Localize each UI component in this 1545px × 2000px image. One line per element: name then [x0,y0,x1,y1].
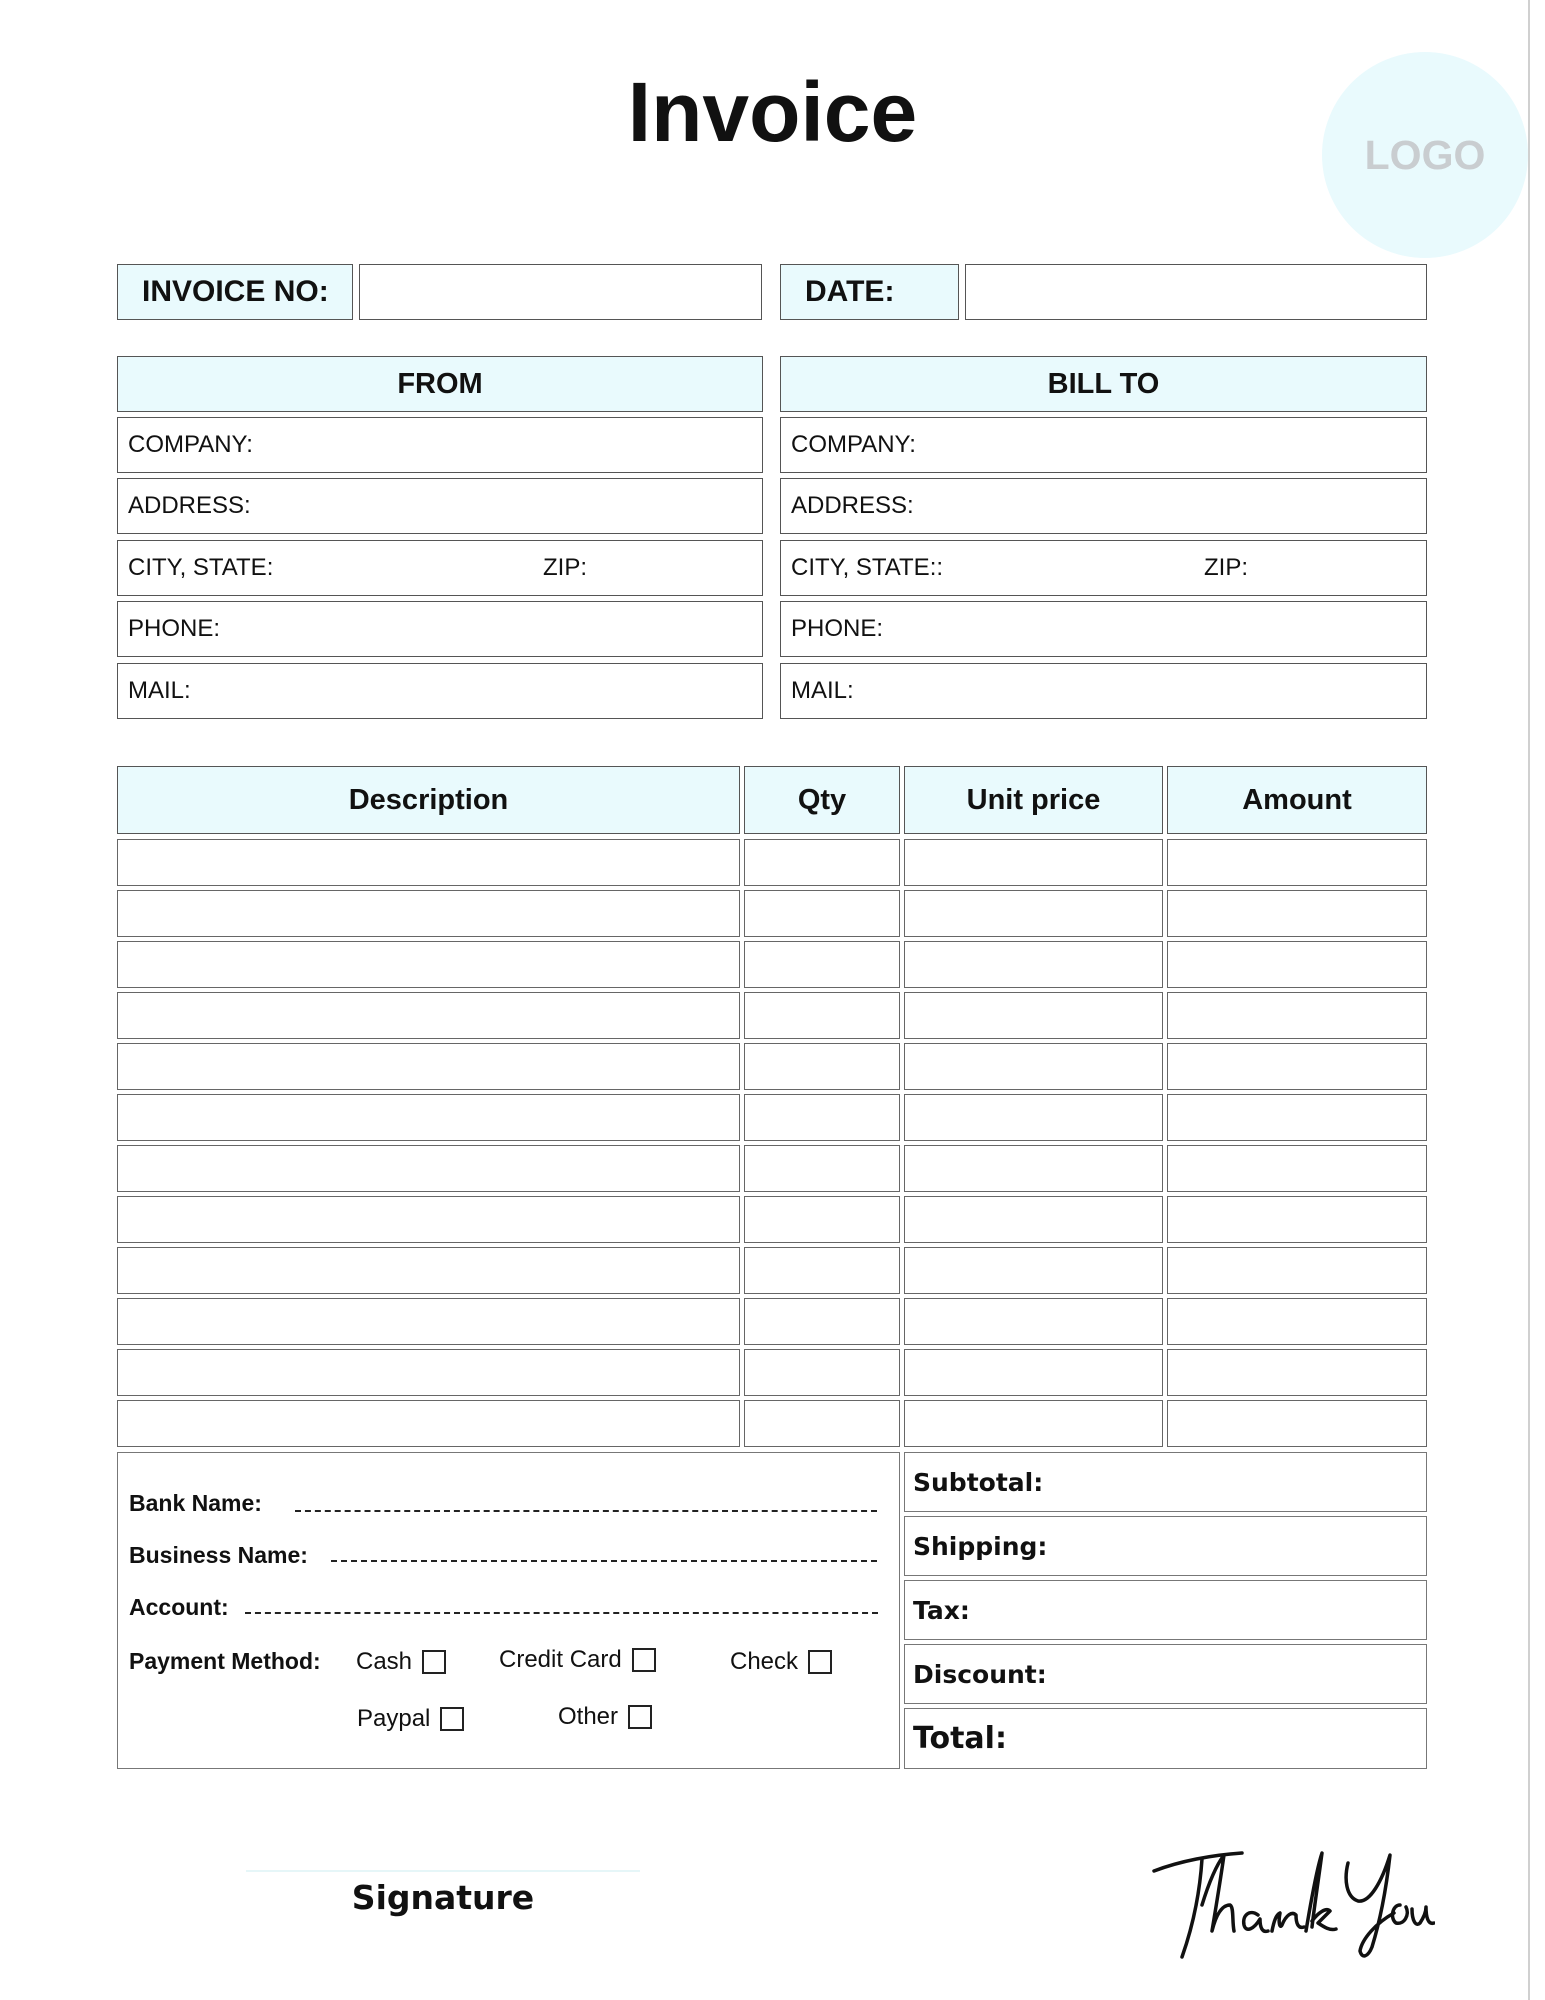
item-cell-unit-price[interactable] [904,1400,1163,1447]
account-label: Account: [129,1594,229,1620]
subtotal-label: Subtotal: [913,1467,1044,1497]
item-cell-unit-price[interactable] [904,941,1163,988]
item-cell-description[interactable] [117,1094,740,1141]
item-cell-description[interactable] [117,1196,740,1243]
item-cell-qty[interactable] [744,1247,900,1294]
item-cell-description[interactable] [117,890,740,937]
item-cell-amount[interactable] [1167,941,1427,988]
item-cell-amount[interactable] [1167,1349,1427,1396]
paypal-label: Paypal [357,1705,431,1732]
item-cell-description[interactable] [117,1247,740,1294]
payment-option-check[interactable] [730,1648,832,1676]
bank-name-line[interactable] [295,1510,877,1512]
cash-label: Cash [356,1648,413,1675]
item-cell-qty[interactable] [744,890,900,937]
bill-to-zip-label: ZIP: [1204,554,1249,581]
item-cell-qty[interactable] [744,1298,900,1345]
item-cell-unit-price[interactable] [904,839,1163,886]
total-label: Total: [913,1721,1007,1756]
item-cell-qty[interactable] [744,1145,900,1192]
date-label: DATE: [780,264,959,320]
thank-you-script [1150,1835,1435,1965]
discount-label: Discount: [913,1659,1047,1689]
item-cell-qty[interactable] [744,1043,900,1090]
item-cell-qty[interactable] [744,992,900,1039]
signature-label: Signature [351,1878,535,1917]
bill-to-company-label: COMPANY: [791,431,916,458]
bill-to-phone-label: PHONE: [791,615,884,642]
item-cell-amount[interactable] [1167,1043,1427,1090]
other-label: Other [558,1703,619,1730]
item-cell-amount[interactable] [1167,1145,1427,1192]
payment-option-other[interactable] [558,1703,652,1731]
date-field[interactable] [965,264,1427,320]
from-address-label: ADDRESS: [128,492,251,519]
from-mail-field[interactable] [117,663,763,719]
shipping-label: Shipping: [913,1531,1048,1561]
account-line[interactable] [245,1612,878,1614]
item-cell-unit-price[interactable] [904,992,1163,1039]
business-name-line[interactable] [331,1560,877,1562]
page-edge [1528,0,1530,2000]
item-cell-unit-price[interactable] [904,1043,1163,1090]
total-field[interactable] [904,1708,1427,1769]
item-cell-qty[interactable] [744,1196,900,1243]
column-header-description: Description [117,766,740,834]
item-cell-description[interactable] [117,1349,740,1396]
credit-card-label: Credit Card [499,1646,622,1673]
tax-field[interactable] [904,1580,1427,1640]
item-cell-amount[interactable] [1167,839,1427,886]
item-cell-qty[interactable] [744,1094,900,1141]
bank-name-label: Bank Name: [129,1490,262,1516]
from-header: FROM [117,356,763,412]
bill-to-address-label: ADDRESS: [791,492,914,519]
item-cell-description[interactable] [117,1298,740,1345]
item-cell-unit-price[interactable] [904,1298,1163,1345]
item-cell-description[interactable] [117,992,740,1039]
item-cell-unit-price[interactable] [904,890,1163,937]
item-cell-amount[interactable] [1167,890,1427,937]
payment-option-paypal[interactable] [357,1705,464,1733]
from-phone-label: PHONE: [128,615,221,642]
item-cell-qty[interactable] [744,941,900,988]
check-label: Check [730,1648,799,1675]
item-cell-unit-price[interactable] [904,1094,1163,1141]
payment-option-credit-card[interactable] [499,1646,656,1674]
item-cell-description[interactable] [117,839,740,886]
subtotal-field[interactable] [904,1452,1427,1512]
from-city-state-field[interactable] [117,540,763,596]
column-header-unit-price: Unit price [904,766,1163,834]
bill-to-mail-field[interactable] [780,663,1427,719]
from-company-field[interactable] [117,417,763,473]
item-cell-unit-price[interactable] [904,1196,1163,1243]
from-phone-field[interactable] [117,601,763,657]
bill-to-city-state-field[interactable] [780,540,1427,596]
credit-card-checkbox[interactable] [632,1648,656,1672]
check-checkbox[interactable] [808,1650,832,1674]
payment-option-cash[interactable] [356,1648,446,1676]
item-cell-amount[interactable] [1167,1400,1427,1447]
invoice-title: Invoice [627,65,918,159]
invoice-no-label: INVOICE NO: [117,264,353,320]
bill-to-phone-field[interactable] [780,601,1427,657]
shipping-field[interactable] [904,1516,1427,1576]
other-checkbox[interactable] [628,1705,652,1729]
bill-to-header: BILL TO [780,356,1427,412]
bill-to-company-field[interactable] [780,417,1427,473]
item-cell-description[interactable] [117,941,740,988]
paypal-checkbox[interactable] [440,1707,464,1731]
logo-placeholder: LOGO [1322,52,1528,258]
item-cell-amount[interactable] [1167,1196,1427,1243]
cash-checkbox[interactable] [422,1650,446,1674]
item-cell-amount[interactable] [1167,992,1427,1039]
tax-label: Tax: [913,1595,970,1625]
from-mail-label: MAIL: [128,677,191,704]
bill-to-address-field[interactable] [780,478,1427,534]
discount-field[interactable] [904,1644,1427,1704]
item-cell-amount[interactable] [1167,1094,1427,1141]
item-cell-description[interactable] [117,1043,740,1090]
column-header-amount: Amount [1167,766,1427,834]
from-city-state-label: CITY, STATE: [128,554,274,581]
item-cell-qty[interactable] [744,1349,900,1396]
invoice-no-field[interactable] [359,264,762,320]
signature-line[interactable] [246,1870,640,1872]
item-cell-amount[interactable] [1167,1247,1427,1294]
item-cell-description[interactable] [117,1400,740,1447]
item-cell-unit-price[interactable] [904,1349,1163,1396]
item-cell-qty[interactable] [744,1400,900,1447]
item-cell-unit-price[interactable] [904,1145,1163,1192]
from-address-field[interactable] [117,478,763,534]
bill-to-city-state-label: CITY, STATE:: [791,554,944,581]
item-cell-unit-price[interactable] [904,1247,1163,1294]
item-cell-qty[interactable] [744,839,900,886]
business-name-label: Business Name: [129,1542,308,1568]
from-company-label: COMPANY: [128,431,253,458]
from-zip-label: ZIP: [543,554,588,581]
payment-method-label: Payment Method: [129,1648,321,1674]
bill-to-mail-label: MAIL: [791,677,854,704]
item-cell-description[interactable] [117,1145,740,1192]
item-cell-amount[interactable] [1167,1298,1427,1345]
column-header-qty: Qty [744,766,900,834]
